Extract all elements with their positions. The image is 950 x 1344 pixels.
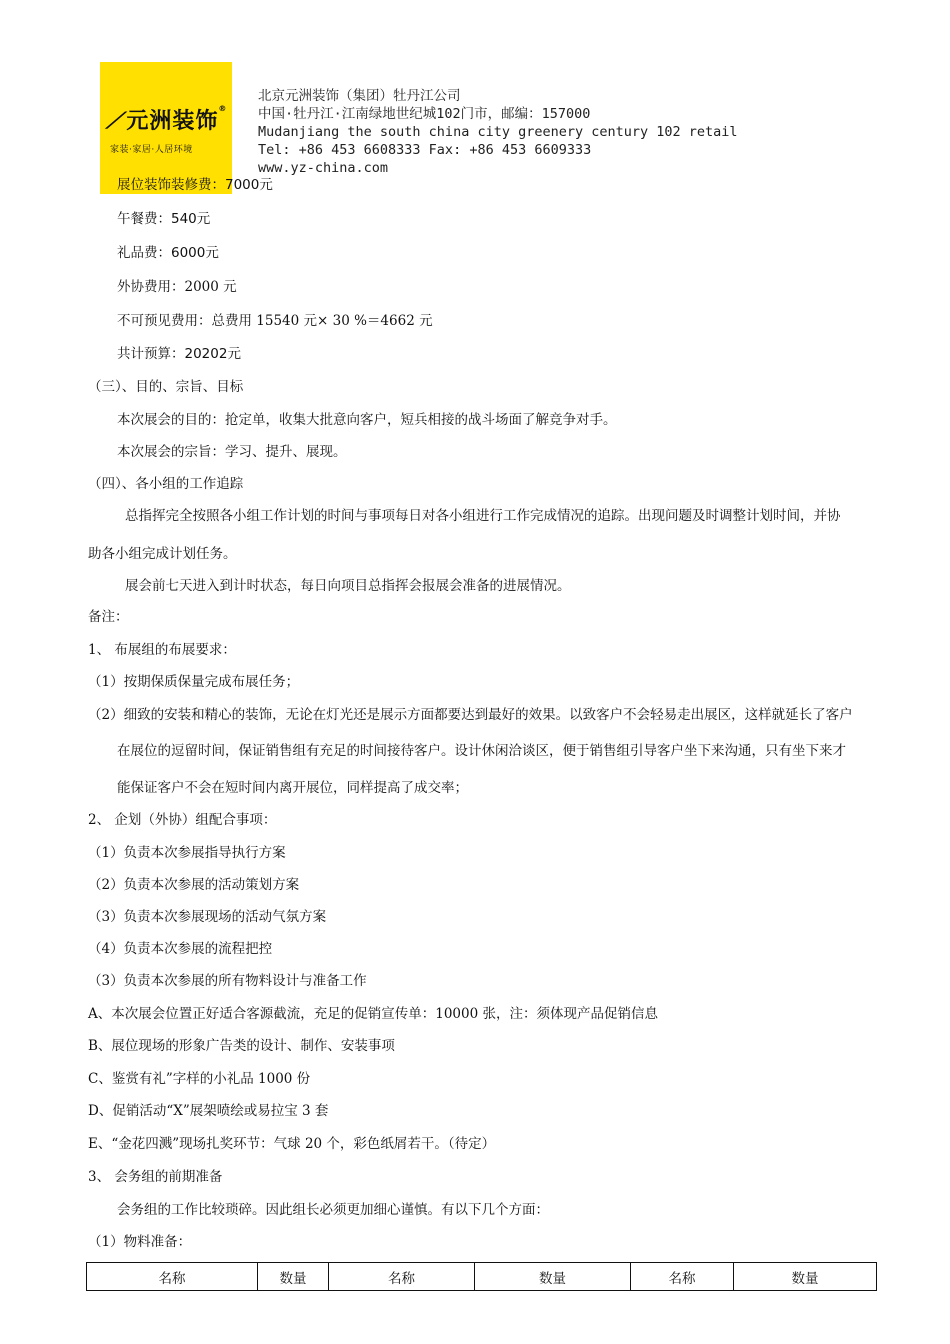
table-header-cell: 名称: [87, 1263, 258, 1291]
section3-aim: 本次展会的宗旨：学习、提升、展现。: [117, 444, 347, 460]
section4-title: （四）、各小组的工作追踪: [88, 476, 244, 492]
budget-lunch: 午餐费：540元: [117, 211, 211, 227]
notes-item3-title: 3、 会务组的前期准备: [88, 1169, 223, 1185]
budget-outsource: 外协费用：2000 元: [117, 279, 237, 295]
company-name: 北京元洲装饰（集团）牡丹江公司: [258, 88, 461, 104]
company-website: www.yz-china.com: [258, 160, 389, 176]
notes-item2-list-item: （2）负责本次参展的活动策划方案: [88, 877, 300, 893]
section4-paragraph1-line1: 总指挥完全按照各小组工作计划的时间与事项每日对各小组进行工作完成情况的追踪。出现问题及时调整计划时间，并协: [125, 508, 841, 524]
logo-brand: ⟋元洲装饰®: [103, 104, 228, 134]
table-header-cell: 数量: [734, 1263, 877, 1291]
section3-title: （三）、目的、宗旨、目标: [88, 379, 244, 395]
budget-gift: 礼品费：6000元: [117, 245, 219, 261]
notes-item3-intro: 会务组的工作比较琐碎。因此组长必须更加细心谨慎。有以下几个方面：: [117, 1202, 549, 1218]
notes-item2-list-item: （1）负责本次参展指导执行方案: [88, 845, 286, 861]
logo-mark-icon: ⟋: [103, 109, 129, 134]
company-info: [258, 87, 738, 177]
table-header-row: [87, 1263, 877, 1291]
budget-total: 共计预算：20202元: [117, 346, 241, 362]
notes-item1-b-line3: 能保证客户不会在短时间内离开展位，同样提高了成交率；: [117, 780, 468, 796]
notes-item1-title: 1、 布展组的布展要求：: [88, 642, 236, 658]
notes-item1-b-line2: 在展位的逗留时间，保证销售组有充足的时间接待客户。设计休闲洽谈区，便于销售组引导客户坐下来沟通，只有坐下来才: [117, 743, 846, 759]
section4-paragraph2: 展会前七天进入到计时状态，每日向项目总指挥会报展会准备的进展情况。: [125, 578, 571, 594]
company-address-en: Mudanjiang the south china city greenery century 102 retail: [258, 124, 738, 140]
section3-purpose: 本次展会的目的：抢定单，收集大批意向客户，短兵相接的战斗场面了解竞争对手。: [117, 412, 617, 428]
table-header-cell: 数量: [258, 1263, 329, 1291]
notes-item1-b-line1: （2）细致的安装和精心的装饰，无论在灯光还是展示方面都要达到最好的效果。以致客户不会轻易走出展区，这样就延长了客户: [88, 707, 853, 723]
notes-item2-A: A、本次展会位置正好适合客源截流，充足的促销宣传单：10000 张，注：须体现产品促销信息: [88, 1006, 658, 1022]
notes-item2-list-item: （4）负责本次参展的流程把控: [88, 941, 273, 957]
notes-item2-D: D、促销活动“X”展架喷绘或易拉宝 3 套: [88, 1103, 329, 1119]
notes-item2-list-item: （3）负责本次参展现场的活动气氛方案: [88, 909, 327, 925]
company-address: 中国·牡丹江·江南绿地世纪城102门市，邮编：157000: [258, 106, 591, 122]
company-phone: Tel: +86 453 6608333 Fax: +86 453 6609333: [258, 142, 592, 158]
notes-item1-a: （1）按期保质保量完成布展任务；: [88, 674, 300, 690]
notes-item3-sub: （1）物料准备：: [88, 1234, 192, 1250]
budget-booth: 展位装饰装修费：7000元: [117, 177, 273, 193]
notes-item2-list-item: （3）负责本次参展的所有物料设计与准备工作: [88, 973, 367, 989]
budget-unforeseen: 不可预见费用：总费用 15540 元× 30 %＝4662 元: [117, 313, 433, 329]
materials-table: [86, 1262, 877, 1291]
table-header-cell: 数量: [475, 1263, 631, 1291]
table-header-cell: 名称: [631, 1263, 734, 1291]
table-header-cell: 名称: [329, 1263, 475, 1291]
notes-title: 备注：: [88, 609, 129, 625]
notes-item2-title: 2、 企划（外协）组配合事项：: [88, 812, 277, 828]
notes-item2-B: B、展位现场的形象广告类的设计、制作、安装事项: [88, 1038, 395, 1054]
section4-paragraph1-line2: 助各小组完成计划任务。: [88, 546, 237, 562]
notes-item2-E: E、“金花四溅”现场扎奖环节：气球 20 个，彩色纸屑若干。（待定）: [88, 1136, 496, 1152]
company-logo: [100, 62, 232, 194]
logo-slogan: 家装·家居·人居环境: [110, 145, 193, 155]
notes-item2-C: C、鉴赏有礼”字样的小礼品 1000 份: [88, 1071, 311, 1087]
